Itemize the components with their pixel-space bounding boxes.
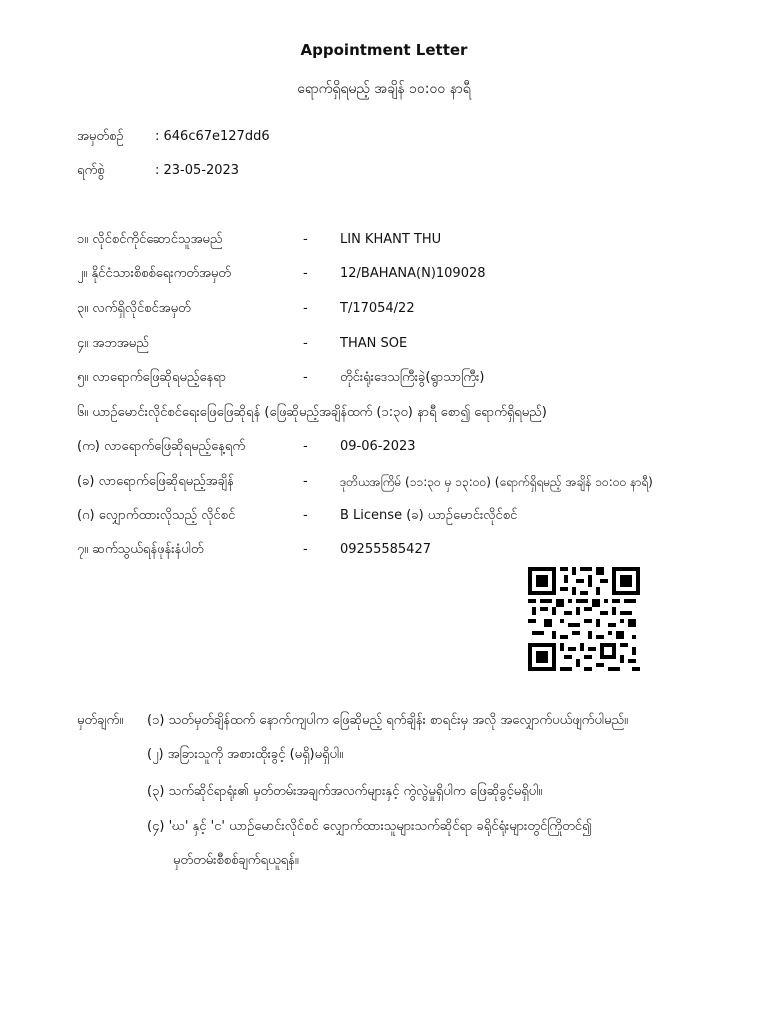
- row-label-license-no: ၃။ လက်ရှိလိုင်စင်အမှတ်: [77, 301, 191, 316]
- row-label-father-name: ၄။ အဘအမည်: [77, 336, 149, 351]
- row-label-exam-date: (က) လာရောက်ဖြေဆိုရမည့်နေ့ရက်: [77, 439, 246, 454]
- section-6-heading: ၆။ ယာဉ်မောင်းလိုင်စင်ရေးဖြေဖြေဆိုရန် (ဖြေဆိုမည့်အချိန်ထက် (၁:၃၀) နာရီ စော၍ ရောက်ရှိရမည်): [77, 405, 547, 420]
- row-separator: -: [303, 336, 308, 351]
- row-separator: -: [303, 301, 308, 316]
- row-label-holder-name: ၁။ လိုင်စင်ကိုင်ဆောင်သူအမည်: [77, 232, 223, 247]
- page-title: Appointment Letter: [300, 41, 468, 59]
- row-label-exam-time: (ခ) လာရောက်ဖြေဆိုရမည့်အချိန်: [77, 474, 234, 489]
- row-value-exam-time: ဒုတိယအကြိမ် (၁၁:၃၀ မှ ၁၃:၀၀) (ရောက်ရှိရမည့် အချိန် ၁၀:၀၀ နာရီ): [340, 475, 653, 489]
- row-value-license-no: T/17054/22: [340, 301, 415, 316]
- note-item: (၁) သတ်မှတ်ချိန်ထက် နောက်ကျပါက ဖြေဆိုမည့် ရက်ချိန်း စာရင်းမှ အလို အလျှောက်ပယ်ဖျက်ပါမည်။: [147, 713, 628, 728]
- note-item: (၃) သက်ဆိုင်ရာရုံး၏ မှတ်တမ်းအချက်အလက်များနှင့် ကွဲလွဲမှုရှိပါက ဖြေဆိုခွင့်မရှိပါ။: [147, 784, 543, 799]
- row-separator: -: [303, 542, 308, 557]
- meta-value-serial: : 646c67e127dd6: [155, 129, 270, 144]
- row-separator: -: [303, 232, 308, 247]
- row-value-exam-date: 09-06-2023: [340, 439, 416, 454]
- row-value-father-name: THAN SOE: [340, 336, 408, 351]
- meta-value-date: : 23-05-2023: [155, 163, 240, 178]
- meta-label-serial: အမှတ်စဉ်: [77, 129, 124, 144]
- page-subtitle: ရောက်ရှိရမည့် အချိန် ၁၀:၀၀ နာရီ: [297, 81, 471, 97]
- notes-label: မှတ်ချက်။: [77, 713, 124, 728]
- row-separator: -: [303, 266, 308, 281]
- row-value-phone: 09255585427: [340, 542, 431, 557]
- row-value-holder-name: LIN KHANT THU: [340, 232, 442, 247]
- row-label-license-type: (ဂ) လျှောက်ထားလိုသည့် လိုင်စင်: [77, 508, 236, 523]
- row-value-exam-location: တိုင်းရုံးဒေသကြီးခွဲ(ရွာသာကြီး): [340, 370, 485, 385]
- note-item-continuation: မှတ်တမ်းစီစစ်ချက်ရယူရန်။: [173, 853, 299, 868]
- qr-code-icon: [528, 567, 640, 671]
- row-value-license-type: B License (ခ) ယာဉ်မောင်းလိုင်စင်: [340, 508, 518, 523]
- row-label-exam-location: ၅။ လာရောက်ဖြေဆိုရမည့်နေရာ: [77, 370, 227, 385]
- row-separator: -: [303, 439, 308, 454]
- row-separator: -: [303, 474, 308, 489]
- row-label-phone: ၇။ ဆက်သွယ်ရန်ဖုန်းနံပါတ်: [77, 542, 204, 557]
- row-separator: -: [303, 508, 308, 523]
- row-value-nrc: 12/BAHANA(N)109028: [340, 266, 486, 281]
- note-item: (၄) 'ဃ' နှင့် 'င' ယာဉ်မောင်းလိုင်စင် လျှောက်ထားသူများသက်ဆိုင်ရာ ခရိုင်ရုံးများတွင်ကြိုတင်၍: [147, 819, 592, 834]
- note-item: (၂) အခြားသူကို အစားထိုးခွင့် (မရှိ)မရှိပါ။: [147, 747, 344, 762]
- row-label-nrc: ၂။ နိုင်ငံသားစိစစ်ရေးကတ်အမှတ်: [77, 266, 231, 281]
- meta-label-date: ရက်စွဲ: [77, 163, 105, 178]
- row-separator: -: [303, 370, 308, 385]
